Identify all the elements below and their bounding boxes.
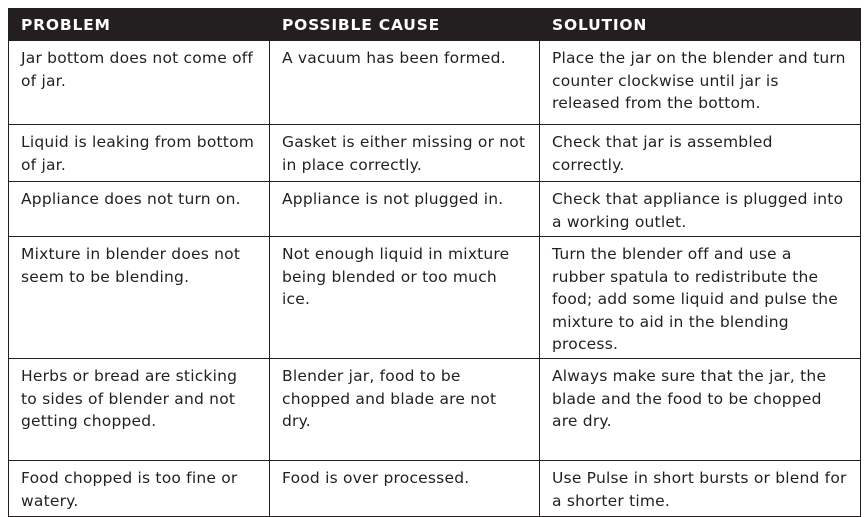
problem-cell: Food chopped is too fine or watery.: [9, 461, 270, 517]
solution-cell: Check that appliance is plugged into a working outlet.: [540, 182, 861, 237]
table-row: [9, 237, 861, 359]
cause-cell: Food is over processed.: [270, 461, 540, 517]
solution-cell: Use Pulse in short bursts or blend for a shorter time.: [540, 461, 861, 517]
header-row: [9, 9, 861, 41]
cause-cell: Not enough liquid in mixture being blended or too much ice.: [270, 237, 540, 359]
solution-cell: Check that jar is assembled correctly.: [540, 125, 861, 182]
table-body: [9, 41, 861, 517]
cause-cell: Blender jar, food to be chopped and blade are not dry.: [270, 359, 540, 461]
cause-cell: Gasket is either missing or not in place correctly.: [270, 125, 540, 182]
table-header: [9, 9, 861, 41]
solution-cell: Always make sure that the jar, the blade and the food to be chopped are dry.: [540, 359, 861, 461]
cause-cell: A vacuum has been formed.: [270, 41, 540, 125]
problem-cell: Appliance does not turn on.: [9, 182, 270, 237]
header-solution: SOLUTION: [540, 9, 861, 41]
solution-cell: Place the jar on the blender and turn counter clockwise until jar is released from the bottom.: [540, 41, 861, 125]
cause-cell: Appliance is not plugged in.: [270, 182, 540, 237]
table-row: [9, 41, 861, 125]
table-row: [9, 125, 861, 182]
problem-cell: Jar bottom does not come off of jar.: [9, 41, 270, 125]
table-row: [9, 359, 861, 461]
troubleshooting-table: [8, 8, 861, 517]
table-row: [9, 461, 861, 517]
solution-cell: Turn the blender off and use a rubber spatula to redistribute the food; add some liquid and pulse the mixture to aid in the blending process.: [540, 237, 861, 359]
header-problem: PROBLEM: [9, 9, 270, 41]
problem-cell: Mixture in blender does not seem to be blending.: [9, 237, 270, 359]
table-row: [9, 182, 861, 237]
header-possible-cause: POSSIBLE CAUSE: [270, 9, 540, 41]
problem-cell: Liquid is leaking from bottom of jar.: [9, 125, 270, 182]
problem-cell: Herbs or bread are sticking to sides of blender and not getting chopped.: [9, 359, 270, 461]
